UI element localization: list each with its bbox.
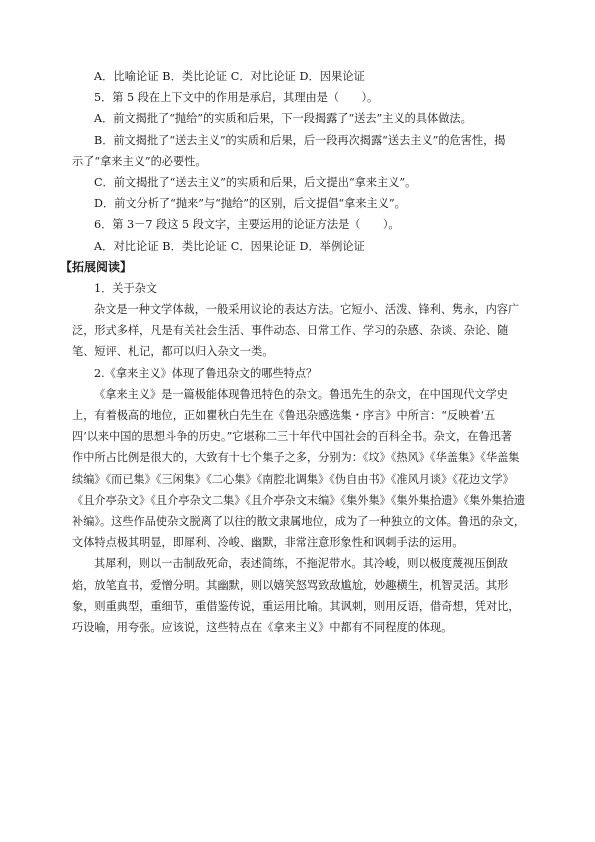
section-2-line: 四’以来中国的思想斗争的历史。”它堪称二三十年代中国社会的百科全书。杂文，在鲁迅著 <box>72 430 512 444</box>
section-1-line: 笔、短评、札记，都可以归入杂文一类。 <box>72 345 274 359</box>
section-1-line: 泛，形式多样，凡是有关社会生活、事件动态、日常工作、学习的杂感、杂谈、杂论、随 <box>72 324 509 338</box>
section-2-line: 《拿来主义》是一篇极能体现鲁迅特色的杂文。鲁迅先生的杂文，在中国现代文学史 <box>94 387 508 401</box>
q5-option-b-continued: 示了“拿来主义”的必要性。 <box>72 154 207 168</box>
q6-stem: 6．第 3－7 段这 5 段文字，主要运用的论证方法是（ ）。 <box>94 218 400 232</box>
q4-options: A．比喻论证 B．类比论证 C．对比论证 D．因果论证 <box>94 70 365 83</box>
section-1-line: 杂文是一种文学体裁，一般采用议论的表达方法。它短小、活泼、锋利、隽永，内容广 <box>94 303 520 317</box>
q6-options: A．对比论证 B．类比论证 C．因果论证 D．举例论证 <box>94 239 365 253</box>
extended-reading-heading: 【拓展阅读】 <box>60 259 133 274</box>
section-2-title: 2.《拿来主义》体现了鲁迅杂文的哪些特点？ <box>94 366 318 380</box>
q5-option-d: D．前文分析了“抛来”与“抛给”的区别，后文提倡“拿来主义”。 <box>94 197 406 211</box>
q5-option-c: C．前文揭批了“送去主义”的实质和后果，后文提出“拿来主义”。 <box>94 175 417 189</box>
section-2-line: 补编》。这些作品使杂文脱离了以往的散文隶属地位，成为了一种独立的文体。鲁迅的杂文， <box>72 514 526 528</box>
section-3-line: 象，则重典型，重细节，重借鉴传说，重运用比喻。其讽刺，则用反语，借奇想，凭对比， <box>72 599 520 613</box>
section-1-title: 1．关于杂文 <box>94 281 158 295</box>
section-2-line: 续编》《而已集》《三闲集》《二心集》《南腔北调集》《伪自由书》《准风月谈》《花边文学》 <box>72 472 514 486</box>
section-3-line: 巧设喻，用夸张。应该说，这些特点在《拿来主义》中都有不同程度的体现。 <box>72 620 453 634</box>
page-content <box>60 66 528 638</box>
section-2-line: 上，有着极高的地位，正如瞿秋白先生在《鲁迅杂感选集・序言》中所言：“反映着‘五 <box>72 409 496 422</box>
section-2-line: 《且介亭杂文》《且介亭杂文二集》《且介亭杂文末编》《集外集》《集外集拾遗》《集外集拾遗 <box>72 493 526 507</box>
q5-option-b: B．前文揭批了“送去主义”的实质和后果，后一段再次揭露“送去主义”的危害性，揭 <box>94 133 506 147</box>
q5-option-a: A．前文揭批了“抛给”的实质和后果，下一段揭露了“送去”主义的具体做法。 <box>94 112 472 126</box>
section-3-line: 其犀利，则以一击制敌死命，表述简练，不拖泥带水。其冷峻，则以极度蔑视压倒敌 <box>94 557 508 571</box>
q5-stem: 5．第 5 段在上下文中的作用是承启，其理由是（ ）。 <box>94 91 379 105</box>
section-2-line: 文体特点极其明显，即犀利、冷峻、幽默，非常注意形象性和讽刺手法的运用。 <box>72 536 464 550</box>
section-2-line: 作中所占比例是很大的，大致有十七个集子之多，分别为：《坟》《热风》《华盖集》《华盖集 <box>72 451 520 465</box>
section-3-line: 焰，放笔直书，爱憎分明。其幽默，则以嬉笑怒骂致敌尴尬，妙趣横生，机智灵活。其形 <box>72 578 509 592</box>
